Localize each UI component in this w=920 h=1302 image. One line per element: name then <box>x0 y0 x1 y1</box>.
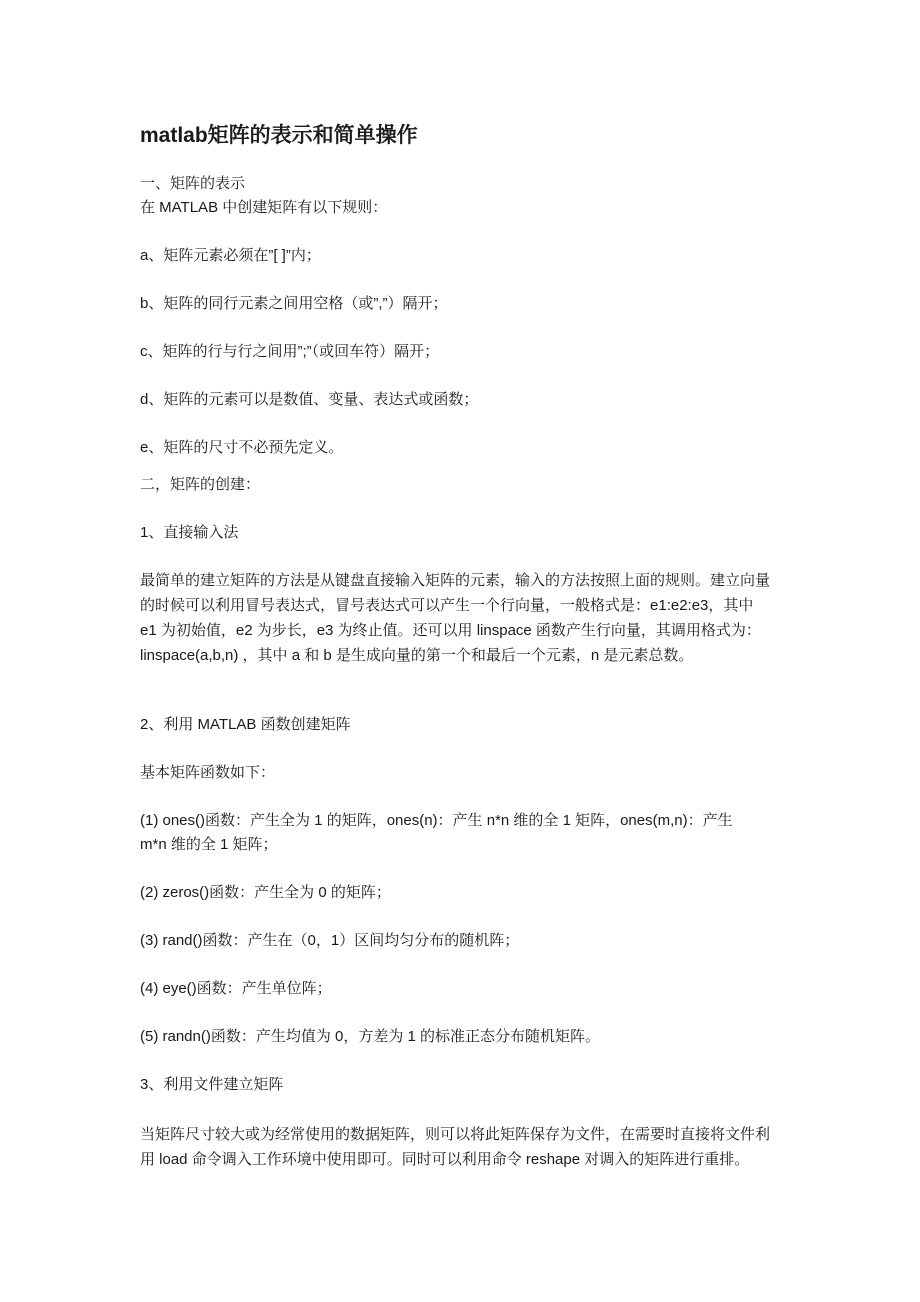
function-item-rand: (3) rand()函数：产生在（0，1）区间均匀分布的随机阵； <box>140 932 520 949</box>
paragraph-line: 最简单的建立矩阵的方法是从键盘直接输入矩阵的元素，输入的方法按照上面的规则。建立向量 <box>140 572 771 589</box>
paragraph-line: 的时候可以利用冒号表达式，冒号表达式可以产生一个行向量，一般格式是：e1:e2:e3，其中 <box>140 597 754 614</box>
rule-item-c: c、矩阵的行与行之间用”;”（或回车符）隔开； <box>140 343 440 360</box>
subsection-heading-3: 3、利用文件建立矩阵 <box>140 1076 284 1093</box>
rule-item-b: b、矩阵的同行元素之间用空格（或”,”）隔开； <box>140 295 448 312</box>
function-item-ones: (1) ones()函数：产生全为 1 的矩阵，ones(n)：产生 n*n 维的全 1 矩阵，ones(m,n)：产生 <box>140 812 733 829</box>
paragraph-line: 基本矩阵函数如下： <box>140 764 276 781</box>
subsection-heading-2: 2、利用 MATLAB 函数创建矩阵 <box>140 716 351 733</box>
function-item-zeros: (2) zeros()函数：产生全为 0 的矩阵； <box>140 884 391 901</box>
page-title: matlab矩阵的表示和简单操作 <box>140 124 418 147</box>
function-item-ones-cont: m*n 维的全 1 矩阵； <box>140 836 278 853</box>
section-heading-2: 二，矩阵的创建： <box>140 476 261 493</box>
subsection-heading-1: 1、直接输入法 <box>140 524 239 541</box>
paragraph-line: 当矩阵尺寸较大或为经常使用的数据矩阵，则可以将此矩阵保存为文件，在需要时直接将文件利 <box>140 1126 771 1143</box>
paragraph-line: linspace(a,b,n) ，其中 a 和 b 是生成向量的第一个和最后一个元素，n 是元素总数。 <box>140 647 694 664</box>
rule-item-e: e、矩阵的尺寸不必预先定义。 <box>140 439 344 456</box>
paragraph-line: e1 为初始值，e2 为步长，e3 为终止值。还可以用 linspace 函数产生行向量，其调用格式为： <box>140 622 761 639</box>
function-item-randn: (5) randn()函数：产生均值为 0，方差为 1 的标准正态分布随机矩阵。 <box>140 1028 601 1045</box>
rule-item-d: d、矩阵的元素可以是数值、变量、表达式或函数； <box>140 391 479 408</box>
paragraph-line: 在 MATLAB 中创建矩阵有以下规则： <box>140 199 388 216</box>
function-item-eye: (4) eye()函数：产生单位阵； <box>140 980 332 997</box>
paragraph-line: 用 load 命令调入工作环境中使用即可。同时可以利用命令 reshape 对调入的矩阵进行重排。 <box>140 1151 750 1168</box>
section-heading-1: 一、矩阵的表示 <box>140 175 246 192</box>
rule-item-a: a、矩阵元素必须在”[ ]”内； <box>140 247 321 264</box>
